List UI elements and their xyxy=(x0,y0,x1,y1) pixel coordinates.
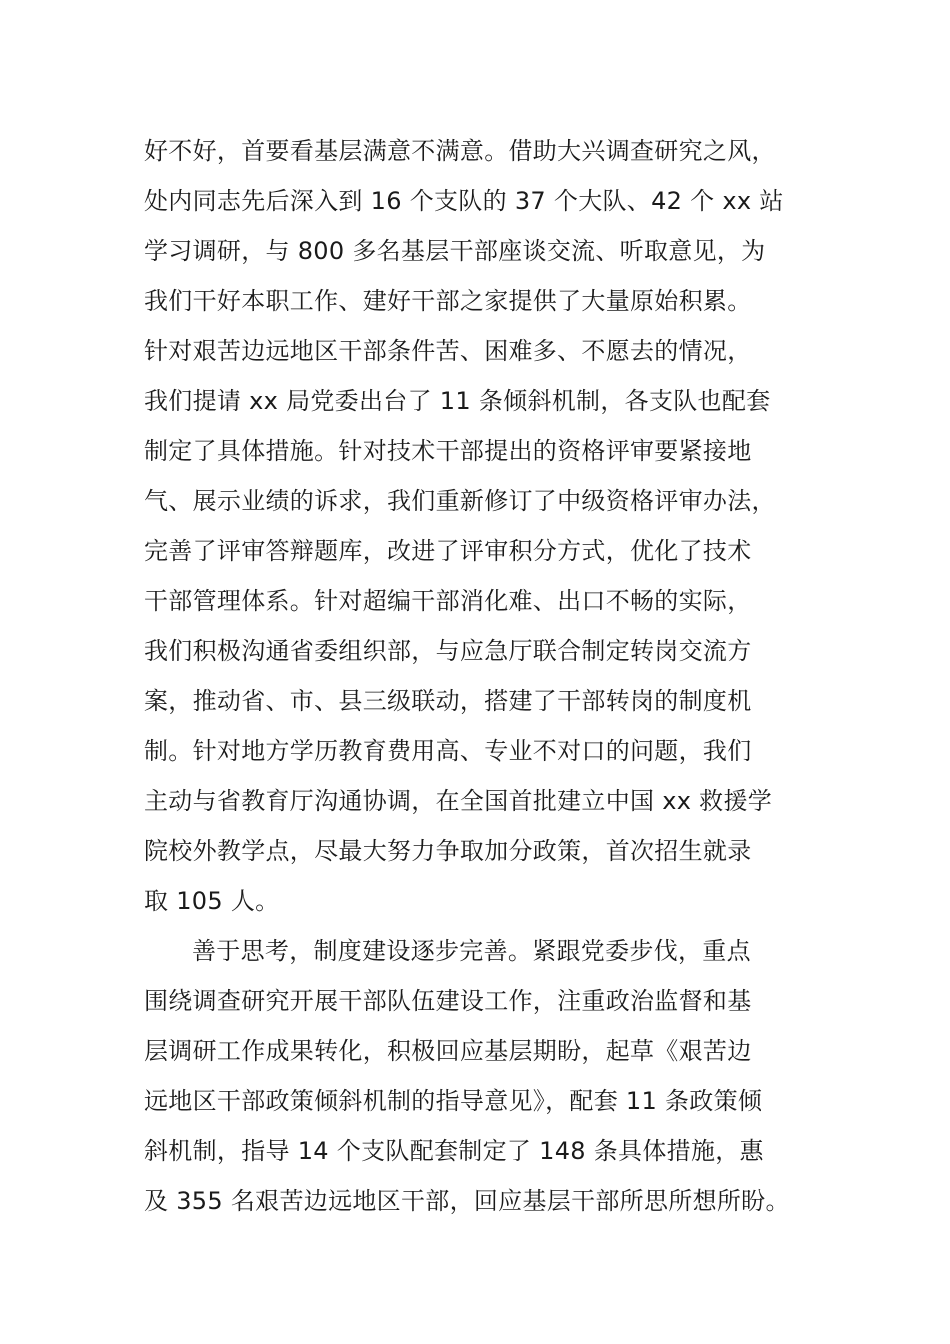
text-line: 斜机制，指导 14 个支队配套制定了 148 条具体措施，惠 xyxy=(144,1137,764,1165)
text-line: 围绕调查研究开展干部队伍建设工作，注重政治监督和基 xyxy=(144,987,752,1015)
text-line: 远地区干部政策倾斜机制的指导意见》，配套 11 条政策倾 xyxy=(144,1087,763,1115)
paragraph-2 xyxy=(144,926,824,1226)
text-line: 制定了具体措施。针对技术干部提出的资格评审要紧接地 xyxy=(144,437,752,465)
text-line: 完善了评审答辩题库，改进了评审积分方式，优化了技术 xyxy=(144,537,752,565)
text-line: 案，推动省、市、县三级联动，搭建了干部转岗的制度机 xyxy=(144,687,752,715)
paragraph-1 xyxy=(144,126,824,926)
text-line: 制。针对地方学历教育费用高、专业不对口的问题，我们 xyxy=(144,737,752,765)
text-line: 及 355 名艰苦边远地区干部，回应基层干部所思所想所盼。 xyxy=(144,1187,790,1215)
text-line: 好不好，首要看基层满意不满意。借助大兴调查研究之风， xyxy=(144,137,776,165)
text-line: 主动与省教育厅沟通协调，在全国首批建立中国 xx 救援学 xyxy=(144,787,773,815)
text-line: 我们干好本职工作、建好干部之家提供了大量原始积累。 xyxy=(144,287,752,315)
document-body xyxy=(144,126,824,1226)
text-line: 学习调研，与 800 多名基层干部座谈交流、听取意见，为 xyxy=(144,237,766,265)
text-line: 善于思考，制度建设逐步完善。紧跟党委步伐，重点 xyxy=(192,937,751,965)
text-line: 取 105 人。 xyxy=(144,887,280,915)
text-line: 我们积极沟通省委组织部，与应急厅联合制定转岗交流方 xyxy=(144,637,752,665)
text-line: 针对艰苦边远地区干部条件苦、困难多、不愿去的情况， xyxy=(144,337,752,365)
text-line: 我们提请 xx 局党委出台了 11 条倾斜机制，各支队也配套 xyxy=(144,387,771,415)
text-line: 干部管理体系。针对超编干部消化难、出口不畅的实际， xyxy=(144,587,752,615)
text-line: 气、展示业绩的诉求，我们重新修订了中级资格评审办法， xyxy=(144,487,776,515)
text-line: 层调研工作成果转化，积极回应基层期盼，起草《艰苦边 xyxy=(144,1037,752,1065)
text-line: 处内同志先后深入到 16 个支队的 37 个大队、42 个 xx 站 xyxy=(144,187,784,215)
text-line: 院校外教学点，尽最大努力争取加分政策，首次招生就录 xyxy=(144,837,752,865)
